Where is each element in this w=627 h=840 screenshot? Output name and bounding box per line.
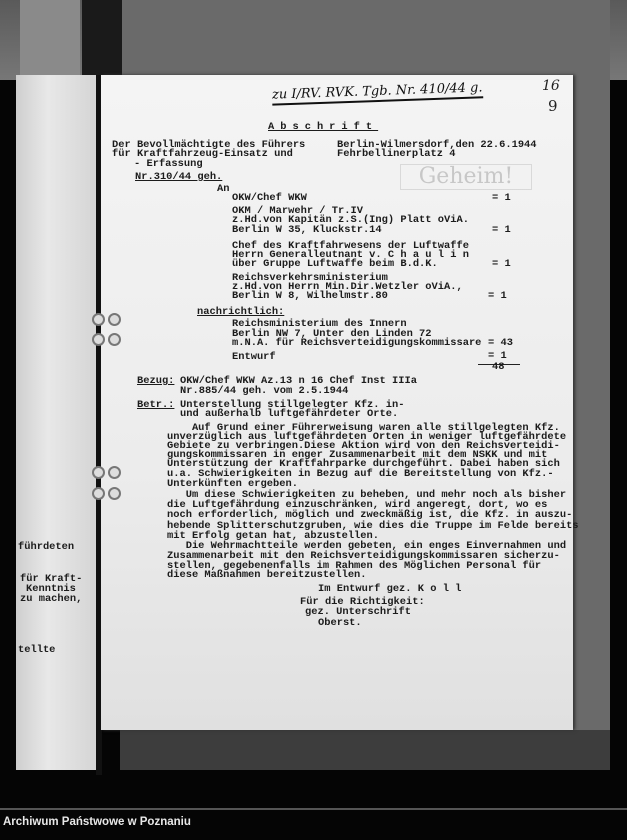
recipient-line: Herrn Generalleutnant v. C h a u l i n: [232, 249, 469, 261]
folio-number: 9: [548, 97, 558, 115]
body-line: noch erforderlich, möglich und zweckmäßig ist, die Kfz. in auszu-: [167, 509, 573, 521]
underlying-page-edge: [120, 730, 610, 770]
body-line: stellen, gegebenenfalls im Rahmen des Möglichen Personal für: [167, 560, 542, 572]
scan-background: [20, 0, 80, 80]
left-fragment: Kenntnis: [26, 583, 76, 595]
archive-credit: Archiwum Państwowe w Poznaniu: [3, 816, 191, 828]
betr-line: und außerhalb luftgefährdeter Orte.: [180, 408, 399, 420]
recipient-line: OKM / Marwehr / Tr.IV: [232, 205, 363, 217]
signature-line: gez. Unterschrift: [305, 606, 412, 618]
document-title: Abschrift: [268, 121, 379, 133]
recipient-line: über Gruppe Luftwaffe beim B.d.K.: [232, 258, 438, 270]
left-fragment: für Kraft-: [20, 573, 83, 585]
signature-line: Für die Richtigkeit:: [300, 596, 425, 608]
address: Fehrbellinerplatz 4: [337, 148, 456, 160]
bezug-line: OKW/Chef WKW Az.13 n 16 Chef Inst IIIa: [180, 375, 417, 387]
punch-hole: [108, 466, 121, 479]
recipient-count: = 1: [492, 192, 511, 204]
body-line: u.a. Schwierigkeiten in Bezug auf die Bereitstellung von Kfz.-: [167, 468, 554, 480]
left-page-strip: [16, 75, 96, 770]
body-line: die Luftgefährdung einzuschränken, wird angeregt, dort, wo es: [167, 499, 548, 511]
punch-hole: [108, 333, 121, 346]
body-line: mit Erfolg getan hat, abzustellen.: [167, 530, 380, 542]
recipient-count: = 1: [492, 224, 511, 236]
signature-line: Im Entwurf gez. K o l l: [318, 583, 462, 595]
cc-line: Berlin NW 7, Unter den Linden 72: [232, 328, 432, 340]
punch-hole: [108, 313, 121, 326]
betr-label: Betr.:: [137, 399, 175, 411]
signature-line: Oberst.: [318, 617, 362, 629]
body-line: Gebiete zu verbringen.Diese Aktion wird von den Reichsverteidi-: [167, 440, 560, 452]
sender-line: - Erfassung: [134, 158, 203, 170]
body-line: Unterkünften ergeben.: [167, 478, 298, 490]
body-line: Zusammenarbeit mit den Reichsverteidigungskommissaren sicherzu-: [167, 550, 560, 562]
recipient-line: z.Hd.von Kapitän z.S.(Ing) Platt oViA.: [232, 214, 469, 226]
recipient-line: Reichsverkehrsministerium: [232, 272, 388, 284]
bezug-label: Bezug:: [137, 375, 175, 387]
recipient-line: Berlin W 35, Kluckstr.14: [232, 224, 382, 236]
sender-line: Der Bevollmächtigte des Führers: [112, 139, 306, 151]
body-line: diese Maßnahmen bereitzustellen.: [167, 569, 367, 581]
recipient-count: = 1: [492, 258, 511, 270]
recipient-line: Berlin W 8, Wilhelmstr.80: [232, 290, 388, 302]
cc-line: m.N.A. für Reichsverteidigungskommissare: [232, 337, 482, 349]
recipient-line: OKW/Chef WKW: [232, 192, 307, 204]
body-line: unverzüglich aus luftgefährdeten Orten in weniger luftgefährdete: [167, 431, 567, 443]
cc-label: nachrichtlich:: [197, 306, 285, 318]
punch-hole: [108, 487, 121, 500]
body-line: Die Wehrmachtteile werden gebeten, ein enges Einvernahmen und: [167, 540, 567, 552]
body-line: Auf Grund einer Führerweisung waren alle stillgelegten Kfz.: [167, 422, 560, 434]
punch-hole: [92, 487, 105, 500]
total-count: 48: [492, 361, 505, 373]
cc-count: = 43: [488, 337, 513, 349]
handwritten-reference: zu I/RV. RVK. Tgb. Nr. 410/44 g.: [272, 80, 483, 105]
body-line: Unterstützung der Kraftfahrparke durchgeführt. Dabei haben sich: [167, 458, 560, 470]
recipient-line: Chef des Kraftfahrwesens der Luftwaffe: [232, 240, 469, 252]
reference-number: Nr.310/44 geh.: [135, 171, 223, 183]
secret-stamp: Geheim!: [400, 164, 532, 190]
scan-shadow: [82, 0, 122, 80]
betr-line: Unterstellung stillgelegter Kfz. in-: [180, 399, 405, 411]
punch-hole: [92, 313, 105, 326]
punch-hole: [92, 466, 105, 479]
to-label: An: [217, 183, 230, 195]
draft-count: = 1: [488, 350, 507, 362]
draft-label: Entwurf: [232, 351, 276, 363]
folio-number: 16: [542, 78, 560, 94]
punch-hole: [92, 333, 105, 346]
cc-line: Reichsministerium des Innern: [232, 318, 407, 330]
bezug-line: Nr.885/44 geh. vom 2.5.1944: [180, 385, 349, 397]
left-fragment: zu machen,: [20, 593, 83, 605]
body-line: gungskommissaren in enger Zusammenarbeit mit dem NSKK und mit: [167, 449, 548, 461]
recipient-line: z.Hd.von Herrn Min.Dir.Wetzler oViA.,: [232, 281, 463, 293]
place-date: Berlin-Wilmersdorf,den 22.6.1944: [337, 139, 537, 151]
scan-edge-line: [0, 808, 627, 810]
left-fragment: führdeten: [18, 541, 75, 553]
body-line: hebende Splitterschutzgruben, wie dies die Truppe im Felde bereits: [167, 520, 579, 532]
recipient-count: = 1: [488, 290, 507, 302]
body-line: Um diese Schwierigkeiten zu beheben, und mehr noch als bisher: [167, 489, 567, 501]
left-fragment: tellte: [18, 644, 56, 656]
sender-line: für Kraftfahrzeug-Einsatz und: [112, 148, 293, 160]
